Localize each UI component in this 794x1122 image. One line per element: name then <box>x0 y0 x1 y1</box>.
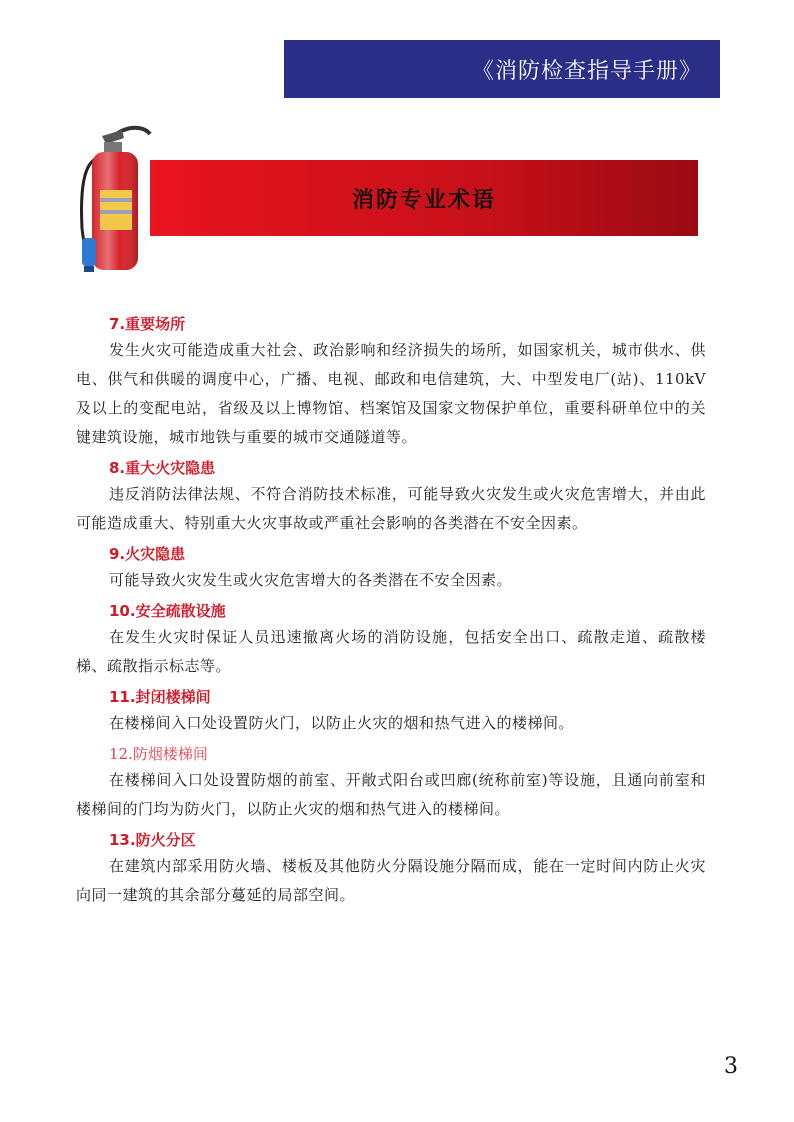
term-title: 12.防烟楼梯间 <box>109 745 208 763</box>
term-title: 10.安全疏散设施 <box>109 602 226 620</box>
fire-extinguisher-icon <box>62 118 162 278</box>
term-body: 可能导致火灾发生或火灾危害增大的各类潜在不安全因素。 <box>109 571 513 589</box>
term-body: 在楼梯间入口处设置防烟的前室、开敞式阳台或凹廊(统称前室)等设施，且通向前室和楼梯间的门均为防火门，以防止火灾的烟和热气进入的楼梯间。 <box>76 771 706 818</box>
page-number: 3 <box>724 1054 738 1079</box>
term-title: 9.火灾隐患 <box>109 545 186 563</box>
term-title: 7.重要场所 <box>109 315 186 333</box>
term-body: 在建筑内部采用防火墙、楼板及其他防火分隔设施分隔而成，能在一定时间内防止火灾向同一建筑的其余部分蔓延的局部空间。 <box>76 857 706 904</box>
term-body: 发生火灾可能造成重大社会、政治影响和经济损失的场所，如国家机关，城市供水、供电、供气和供暖的调度中心，广播、电视、邮政和电信建筑，大、中型发电厂(站)、110kV及以上的变配电站，省级及以上博物馆、档案馆及国家文物保护单位，重要科研单位中的关键建筑设施，城市地铁与重要的城市交通隧道等。 <box>76 341 706 446</box>
term-body: 违反消防法律法规、不符合消防技术标准，可能导致火灾发生或火灾危害增大，并由此可能造成重大、特别重大火灾事故或严重社会影响的各类潜在不安全因素。 <box>76 485 706 532</box>
term-title: 8.重大火灾隐患 <box>109 459 216 477</box>
manual-title-bar <box>284 40 720 98</box>
term-title: 13.防火分区 <box>109 831 196 849</box>
section-banner <box>150 160 698 236</box>
manual-title: 《消防检查指导手册》 <box>471 58 702 84</box>
section-title: 消防专业术语 <box>351 187 496 213</box>
terms-content <box>76 312 706 910</box>
term-body: 在发生火灾时保证人员迅速撤离火场的消防设施，包括安全出口、疏散走道、疏散楼梯、疏散指示标志等。 <box>76 628 706 675</box>
term-body: 在楼梯间入口处设置防火门，以防止火灾的烟和热气进入的楼梯间。 <box>109 714 575 732</box>
term-title: 11.封闭楼梯间 <box>109 688 211 706</box>
